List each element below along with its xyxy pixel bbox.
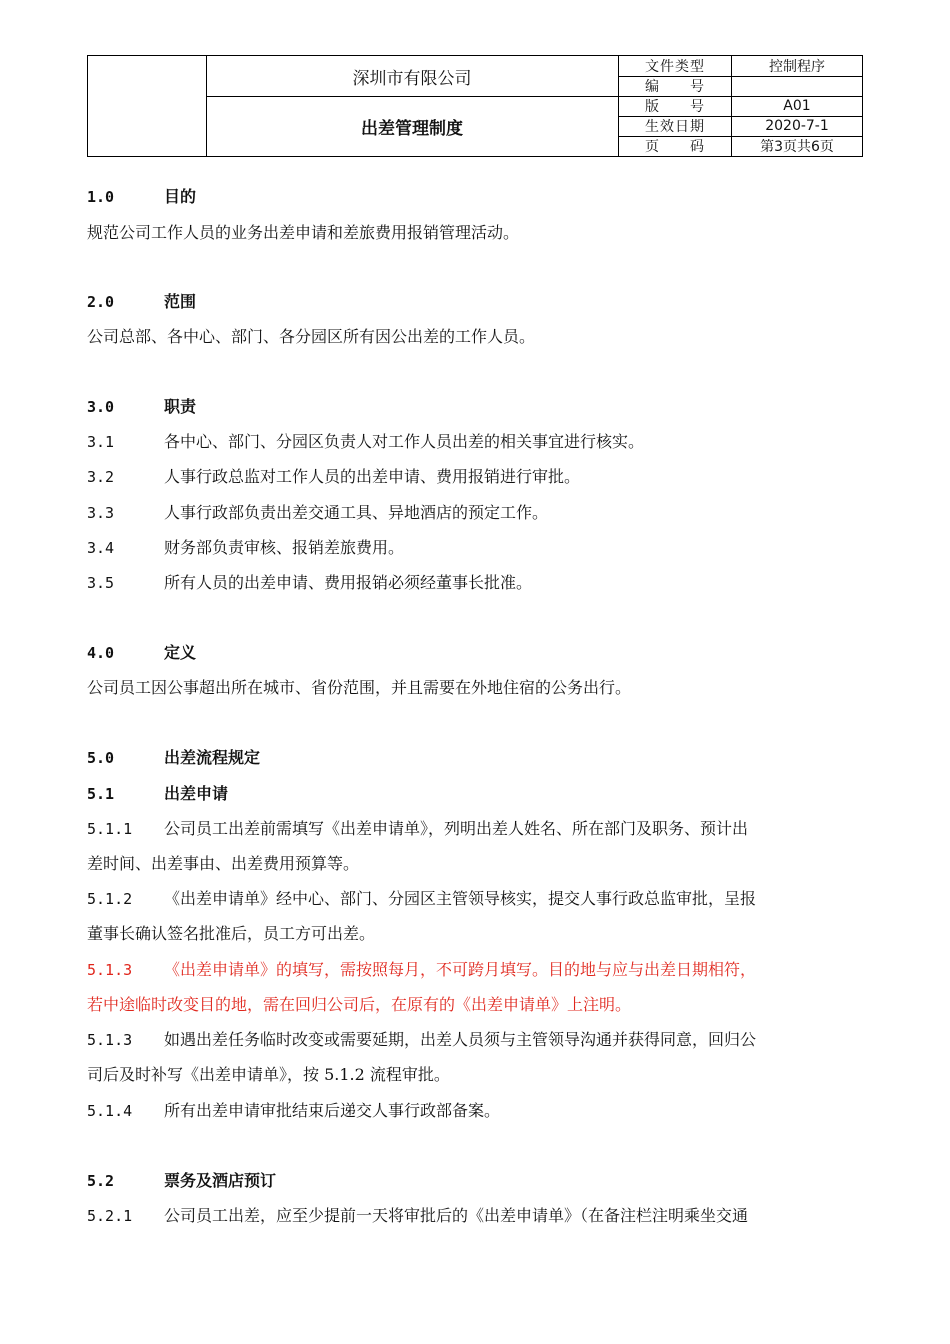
section-number: 5.0 bbox=[87, 749, 115, 767]
item-number: 5.1.1 bbox=[87, 820, 133, 838]
paragraph: 公司员工因公事超出所在城市、省份范围，并且需要在外地住宿的公务出行。 bbox=[87, 678, 632, 697]
item-text: 各中心、部门、分园区负责人对工作人员出差的相关事宜进行核实。 bbox=[164, 432, 645, 451]
highlighted-paragraph bbox=[87, 958, 877, 982]
meta-label-effective-date: 生效日期 bbox=[645, 119, 705, 135]
section-heading bbox=[87, 746, 877, 770]
subsection-heading bbox=[87, 1169, 877, 1193]
subsection-heading bbox=[87, 782, 877, 806]
paragraph-line: 公司员工出差，应至少提前一天将审批后的《出差申请单》（在备注栏注明乘坐交通 bbox=[164, 1206, 749, 1225]
list-item bbox=[87, 465, 877, 489]
paragraph-line: 差时间、出差事由、出差费用预算等。 bbox=[87, 854, 360, 873]
section-number: 2.0 bbox=[87, 293, 115, 311]
subsection-number: 5.1 bbox=[87, 785, 115, 803]
list-item bbox=[87, 536, 877, 560]
paragraph-line: 董事长确认签名批准后，员工方可出差。 bbox=[87, 924, 376, 943]
item-number: 5.1.3 bbox=[87, 961, 133, 979]
meta-value-page: 第3页共6页 bbox=[760, 139, 834, 155]
item-number: 3.4 bbox=[87, 539, 115, 557]
section-number: 4.0 bbox=[87, 644, 115, 662]
section-heading bbox=[87, 290, 877, 314]
paragraph-line: 《出差申请单》经中心、部门、分园区主管领导核实，提交人事行政总监审批，呈报 bbox=[164, 889, 757, 908]
meta-label-number: 编 号 bbox=[645, 79, 705, 95]
subsection-title: 出差申请 bbox=[164, 784, 229, 803]
subsection-number: 5.2 bbox=[87, 1172, 115, 1190]
company-name: 深圳市有限公司 bbox=[352, 68, 472, 89]
item-number: 3.3 bbox=[87, 504, 115, 522]
highlighted-paragraph-line: 若中途临时改变目的地，需在回归公司后，在原有的《出差申请单》上注明。 bbox=[87, 995, 632, 1014]
item-number: 5.2.1 bbox=[87, 1207, 133, 1225]
item-text: 所有人员的出差申请、费用报销必须经董事长批准。 bbox=[164, 573, 533, 592]
item-number: 3.5 bbox=[87, 574, 115, 592]
paragraph-line: 如遇出差任务临时改变或需要延期，出差人员须与主管领导沟通并获得同意，回归公 bbox=[164, 1030, 757, 1049]
meta-value-doc-type: 控制程序 bbox=[769, 59, 825, 75]
section-title: 出差流程规定 bbox=[164, 748, 261, 767]
section-heading bbox=[87, 395, 877, 419]
subsection-title: 票务及酒店预订 bbox=[164, 1171, 277, 1190]
document-title: 出差管理制度 bbox=[361, 119, 463, 139]
item-number: 5.1.2 bbox=[87, 890, 133, 908]
item-text: 人事行政总监对工作人员的出差申请、费用报销进行审批。 bbox=[164, 467, 581, 486]
section-heading bbox=[87, 185, 877, 209]
item-number: 3.1 bbox=[87, 433, 115, 451]
paragraph-line: 所有出差申请审批结束后递交人事行政部备案。 bbox=[164, 1101, 501, 1120]
meta-value-effective-date: 2020-7-1 bbox=[765, 118, 829, 134]
section-title: 范围 bbox=[164, 292, 197, 311]
paragraph-line: 司后及时补写《出差申请单》，按 5.1.2 流程审批。 bbox=[87, 1065, 450, 1084]
item-number: 3.2 bbox=[87, 468, 115, 486]
meta-label-doc-type: 文件类型 bbox=[645, 59, 705, 75]
section-title: 职责 bbox=[164, 397, 197, 416]
list-item bbox=[87, 430, 877, 454]
list-item bbox=[87, 571, 877, 595]
paragraph: 规范公司工作人员的业务出差申请和差旅费用报销管理活动。 bbox=[87, 223, 520, 242]
section-number: 3.0 bbox=[87, 398, 115, 416]
paragraph-line: 《出差申请单》的填写，需按照每月，不可跨月填写。目的地与应与出差日期相符， bbox=[164, 960, 757, 979]
item-number: 5.1.4 bbox=[87, 1102, 133, 1120]
section-number: 1.0 bbox=[87, 188, 115, 206]
document-header-table bbox=[87, 55, 863, 157]
meta-value-version: A01 bbox=[783, 98, 811, 114]
paragraph bbox=[87, 1028, 877, 1052]
item-number: 5.1.3 bbox=[87, 1031, 133, 1049]
section-title: 目的 bbox=[164, 187, 197, 206]
list-item bbox=[87, 501, 877, 525]
paragraph bbox=[87, 887, 877, 911]
section-heading bbox=[87, 641, 877, 665]
paragraph bbox=[87, 1099, 877, 1123]
section-title: 定义 bbox=[164, 643, 197, 662]
meta-label-version: 版 号 bbox=[645, 99, 705, 115]
item-text: 人事行政部负责出差交通工具、异地酒店的预定工作。 bbox=[164, 503, 549, 522]
meta-value-number bbox=[732, 76, 862, 96]
paragraph bbox=[87, 1204, 877, 1228]
paragraph: 公司总部、各中心、部门、各分园区所有因公出差的工作人员。 bbox=[87, 327, 536, 346]
item-text: 财务部负责审核、报销差旅费用。 bbox=[164, 538, 405, 557]
paragraph-line: 公司员工出差前需填写《出差申请单》，列明出差人姓名、所在部门及职务、预计出 bbox=[164, 819, 749, 838]
paragraph bbox=[87, 817, 877, 841]
meta-label-page: 页 码 bbox=[645, 139, 705, 155]
